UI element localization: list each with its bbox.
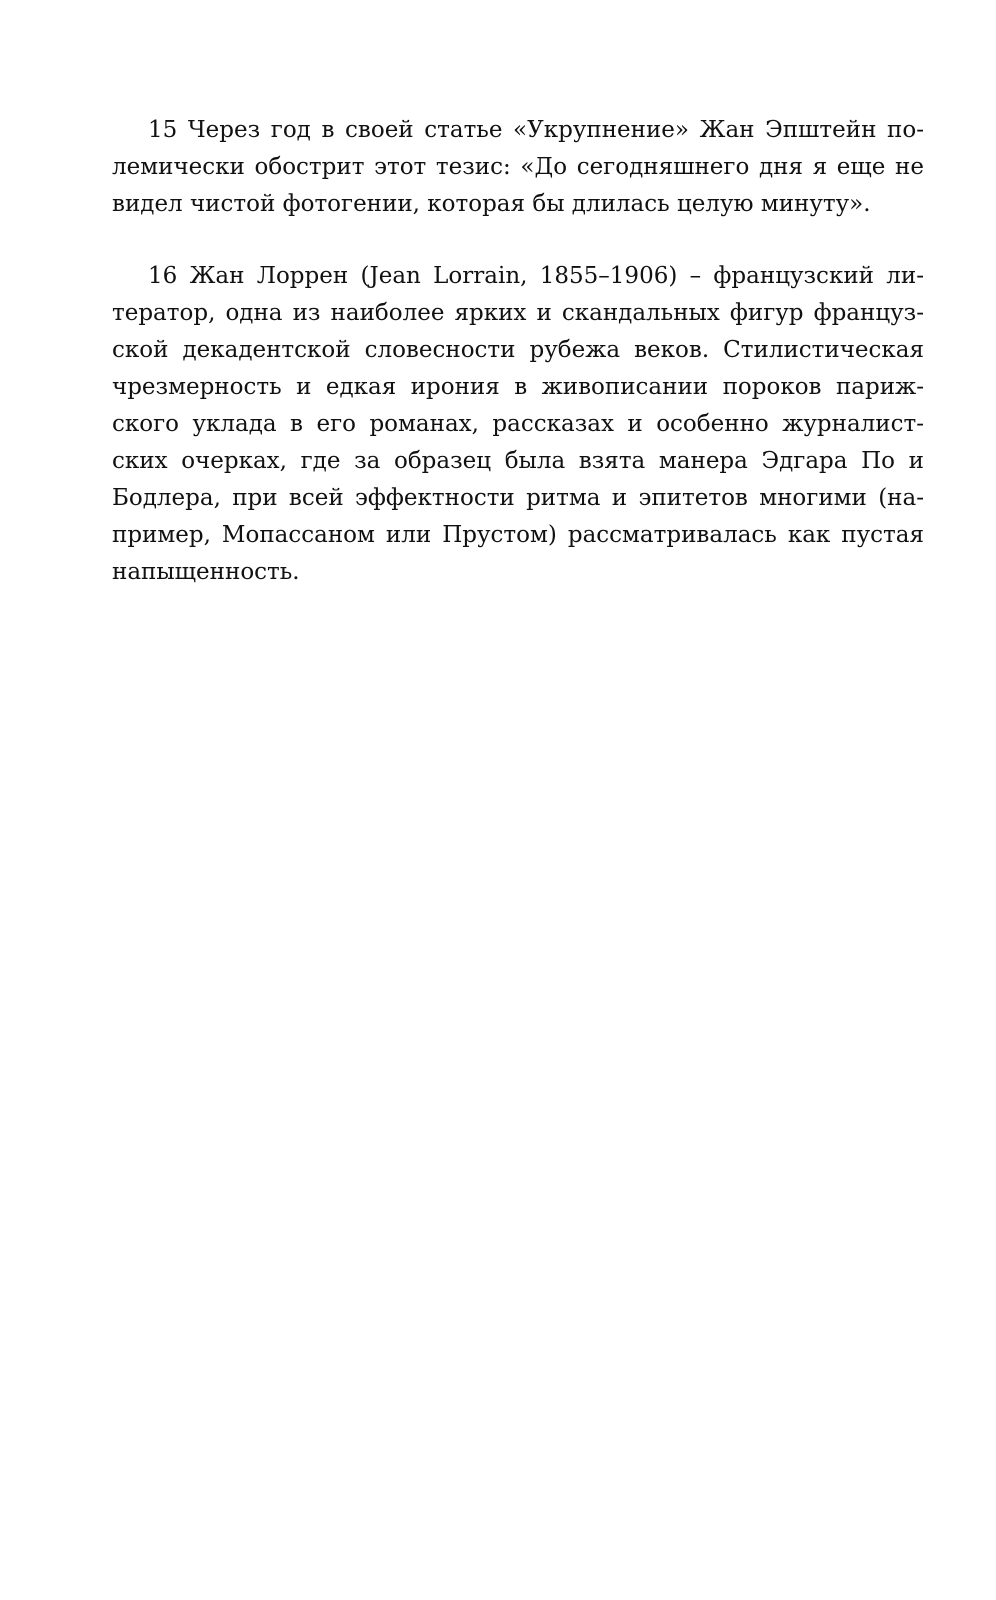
footnote-15-line-2: лемически обострит этот тезис: «До сегодняшнего дня я еще не (112, 154, 924, 180)
footnote-15-line-1: 15 Через год в своей статье «Укрупнение» Жан Эпштейн по- (148, 117, 924, 143)
footnote-16-line-8: пример, Мопассаном или Прустом) рассматривалась как пустая (112, 522, 924, 548)
footnote-16-line-9: напыщенность. (112, 559, 300, 585)
footnote-16-line-5: ского уклада в его романах, рассказах и особенно журналист- (112, 411, 924, 437)
footnote-16-line-4: чрезмерность и едкая ирония в живописании пороков париж- (112, 374, 924, 400)
footnote-16-line-7: Бодлера, при всей эффектности ритма и эпитетов многими (на- (112, 485, 924, 511)
footnote-15-line-3: видел чистой фотогении, которая бы длилась целую минуту». (112, 191, 871, 217)
footnote-16-line-2: тератор, одна из наиболее ярких и скандальных фигур француз- (112, 300, 924, 326)
footnote-16 (112, 258, 924, 591)
footnote-16-line-6: ских очерках, где за образец была взята манера Эдгара По и (112, 448, 924, 474)
footnote-15 (112, 112, 924, 223)
footnotes (112, 112, 924, 591)
footnote-16-line-1: 16 Жан Лоррен (Jean Lorrain, 1855–1906) – французский ли- (148, 263, 924, 289)
footnote-16-line-3: ской декадентской словесности рубежа веков. Стилистическая (112, 337, 924, 363)
